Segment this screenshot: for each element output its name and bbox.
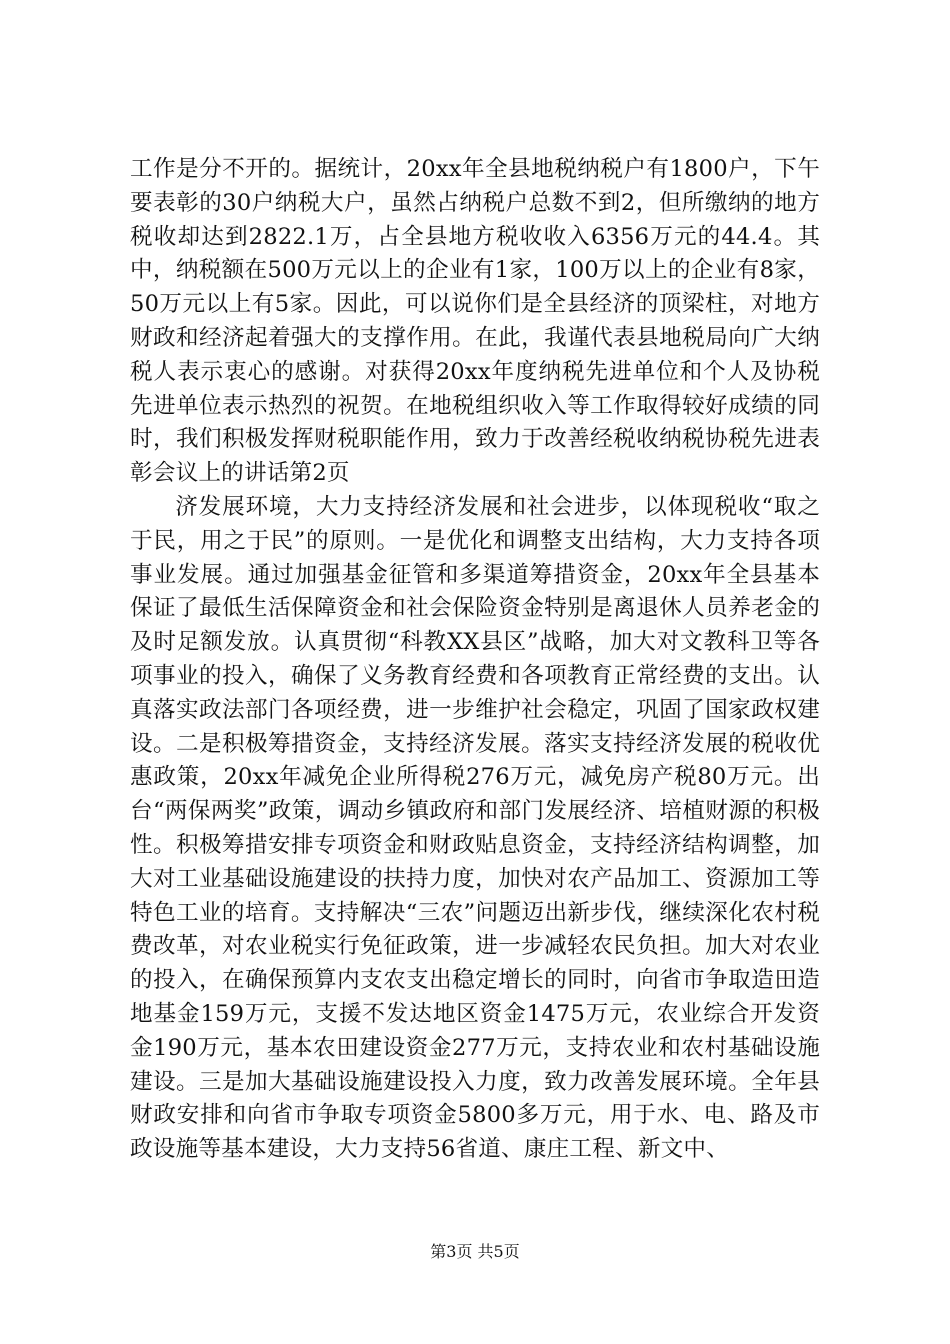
paragraph-continuation: 工作是分不开的。据统计，20xx年全县地税纳税户有1800户，下午要表彰的30户纳税大户，虽然占纳税户总数不到2，但所缴纳的地方税收却达到2822.1万，占全县地方税收收入6356万元的44.4。其中，纳税额在500万元以上的企业有1家，100万以上的企业有8家，50万元以上有5家。因此，可以说你们是全县经济的顶梁柱，对地方财政和经济起着强大的支撑作用。在此，我谨代表县地税局向广大纳税人表示衷心的感谢。对获得20xx年度纳税先进单位和个人及协税先进单位表示热烈的祝贺。在地税组织收入等工作取得较好成绩的同时，我们积极发挥财税职能作用，致力于改善经税收纳税协税先进表彰会议上的讲话第2页 (130, 156, 820, 487)
document-body (130, 153, 820, 1167)
paragraph-economic-development: 济发展环境，大力支持经济发展和社会进步，以体现税收“取之于民，用之于民”的原则。一是优化和调整支出结构，大力支持各项事业发展。通过加强基金征管和多渠道筹措资金，20xx年全县基本保证了最低生活保障资金和社会保险资金特别是离退休人员养老金的及时足额发放。认真贯彻“科教XX县区”战略，加大对文教科卫等各项事业的投入，确保了义务教育经费和各项教育正常经费的支出。认真落实政法部门各项经费，进一步维护社会稳定，巩固了国家政权建设。二是积极筹措资金，支持经济发展。落实支持经济发展的税收优惠政策，20xx年减免企业所得税276万元，减免房产税80万元。出台“两保两奖”政策，调动乡镇政府和部门发展经济、培植财源的积极性。积极筹措安排专项资金和财政贴息资金，支持经济结构调整，加大对工业基础设施建设的扶持力度，加快对农产品加工、资源加工等特色工业的培育。支持解决“三农”问题迈出新步伐，继续深化农村税费改革，对农业税实行免征政策，进一步减轻农民负担。加大对农业的投入，在确保预算内支农支出稳定增长的同时，向省市争取造田造地基金159万元，支援不发达地区资金1475万元，农业综合开发资金190万元，基本农田建设资金277万元，支持农业和农村基础设施建设。三是加大基础设施建设投入力度，致力改善发展环境。全年县财政安排和向省市争取专项资金5800多万元，用于水、电、路及市政设施等基本建设，大力支持56省道、康庄工程、新文中、 (130, 493, 820, 1163)
page-footer: 第3页 共5页 (430, 1242, 520, 1261)
